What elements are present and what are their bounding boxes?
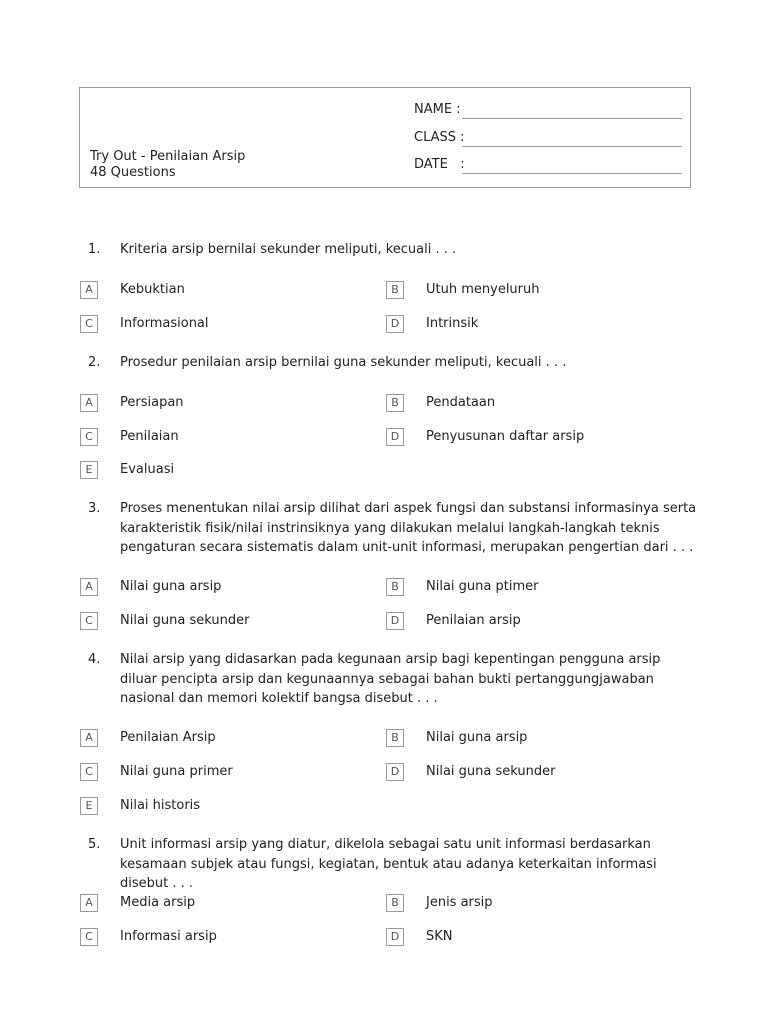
- question-text: Proses menentukan nilai arsip dilihat dari aspek fungsi dan substansi informasinya serta karakteristik fisik/nilai instrinsiknya yang dilakukan melalui langkah-langkah teknis pengaturan secara sistematis dalam unit-unit informasi, merupakan pengertian dari . . .: [120, 501, 697, 555]
- option-text: Jenis arsip: [426, 895, 493, 910]
- date-field[interactable]: [414, 157, 682, 175]
- name-line: [462, 118, 682, 119]
- option-text: Nilai guna ptimer: [426, 579, 539, 594]
- option-letter: D: [386, 428, 404, 446]
- option-text: Pendataan: [426, 395, 496, 410]
- date-label: DATE :: [414, 157, 465, 172]
- option-text: Nilai historis: [120, 798, 201, 813]
- option-text: Persiapan: [120, 395, 184, 410]
- question-number: 5.: [88, 837, 101, 852]
- question-count: 48 Questions: [90, 165, 176, 180]
- name-label: NAME :: [414, 102, 461, 117]
- option-text: Utuh menyeluruh: [426, 282, 540, 297]
- question-number: 1.: [88, 242, 101, 257]
- option-letter: B: [386, 578, 404, 596]
- option-letter: A: [80, 394, 98, 412]
- option-text: Penilaian Arsip: [120, 730, 216, 745]
- option-text: Informasional: [120, 316, 209, 331]
- option-text: Nilai guna sekunder: [426, 764, 556, 779]
- option-letter: C: [80, 315, 98, 333]
- option-text: Penilaian arsip: [426, 613, 521, 628]
- option-letter: A: [80, 894, 98, 912]
- option-letter: A: [80, 578, 98, 596]
- option-text: SKN: [426, 929, 453, 944]
- option-letter: E: [80, 461, 98, 479]
- option-letter: C: [80, 763, 98, 781]
- worksheet-header: [79, 87, 691, 188]
- option-letter: D: [386, 612, 404, 630]
- option-text: Kebuktian: [120, 282, 185, 297]
- question-text: Kriteria arsip bernilai sekunder meliputi, kecuali . . .: [120, 242, 457, 257]
- option-text: Nilai guna arsip: [120, 579, 222, 594]
- option-letter: A: [80, 729, 98, 747]
- option-letter: B: [386, 281, 404, 299]
- name-field[interactable]: [414, 102, 682, 120]
- option-text: Intrinsik: [426, 316, 479, 331]
- option-letter: B: [386, 394, 404, 412]
- option-letter: A: [80, 281, 98, 299]
- question-text: Nilai arsip yang didasarkan pada kegunaan arsip bagi kepentingan pengguna arsip diluar pencipta arsip dan kegunaannya sebagai bahan bukti pertanggungjawaban nasional dan memori kolektif bangsa disebut . . .: [120, 652, 661, 706]
- option-letter: D: [386, 315, 404, 333]
- option-text: Penyusunan daftar arsip: [426, 429, 585, 444]
- option-text: Nilai guna primer: [120, 764, 233, 779]
- option-letter: C: [80, 928, 98, 946]
- class-label: CLASS :: [414, 130, 465, 145]
- question-number: 2.: [88, 355, 101, 370]
- option-text: Nilai guna arsip: [426, 730, 528, 745]
- option-letter: B: [386, 894, 404, 912]
- option-letter: E: [80, 797, 98, 815]
- option-letter: C: [80, 612, 98, 630]
- option-letter: D: [386, 928, 404, 946]
- question-number: 4.: [88, 652, 101, 667]
- option-text: Media arsip: [120, 895, 196, 910]
- question-text: Unit informasi arsip yang diatur, dikelola sebagai satu unit informasi berdasarkan kesamaan subjek atau fungsi, kegiatan, bentuk atau adanya keterkaitan informasi disebut . . .: [120, 837, 657, 891]
- option-letter: C: [80, 428, 98, 446]
- question-number: 3.: [88, 501, 101, 516]
- class-field[interactable]: [414, 130, 682, 148]
- date-line: [462, 173, 682, 174]
- option-letter: D: [386, 763, 404, 781]
- option-text: Nilai guna sekunder: [120, 613, 250, 628]
- option-text: Informasi arsip: [120, 929, 217, 944]
- quiz-title: Try Out - Penilaian Arsip: [90, 149, 246, 164]
- class-line: [462, 146, 682, 147]
- option-text: Evaluasi: [120, 462, 175, 477]
- option-text: Penilaian: [120, 429, 179, 444]
- question-text: Prosedur penilaian arsip bernilai guna sekunder meliputi, kecuali . . .: [120, 355, 567, 370]
- option-letter: B: [386, 729, 404, 747]
